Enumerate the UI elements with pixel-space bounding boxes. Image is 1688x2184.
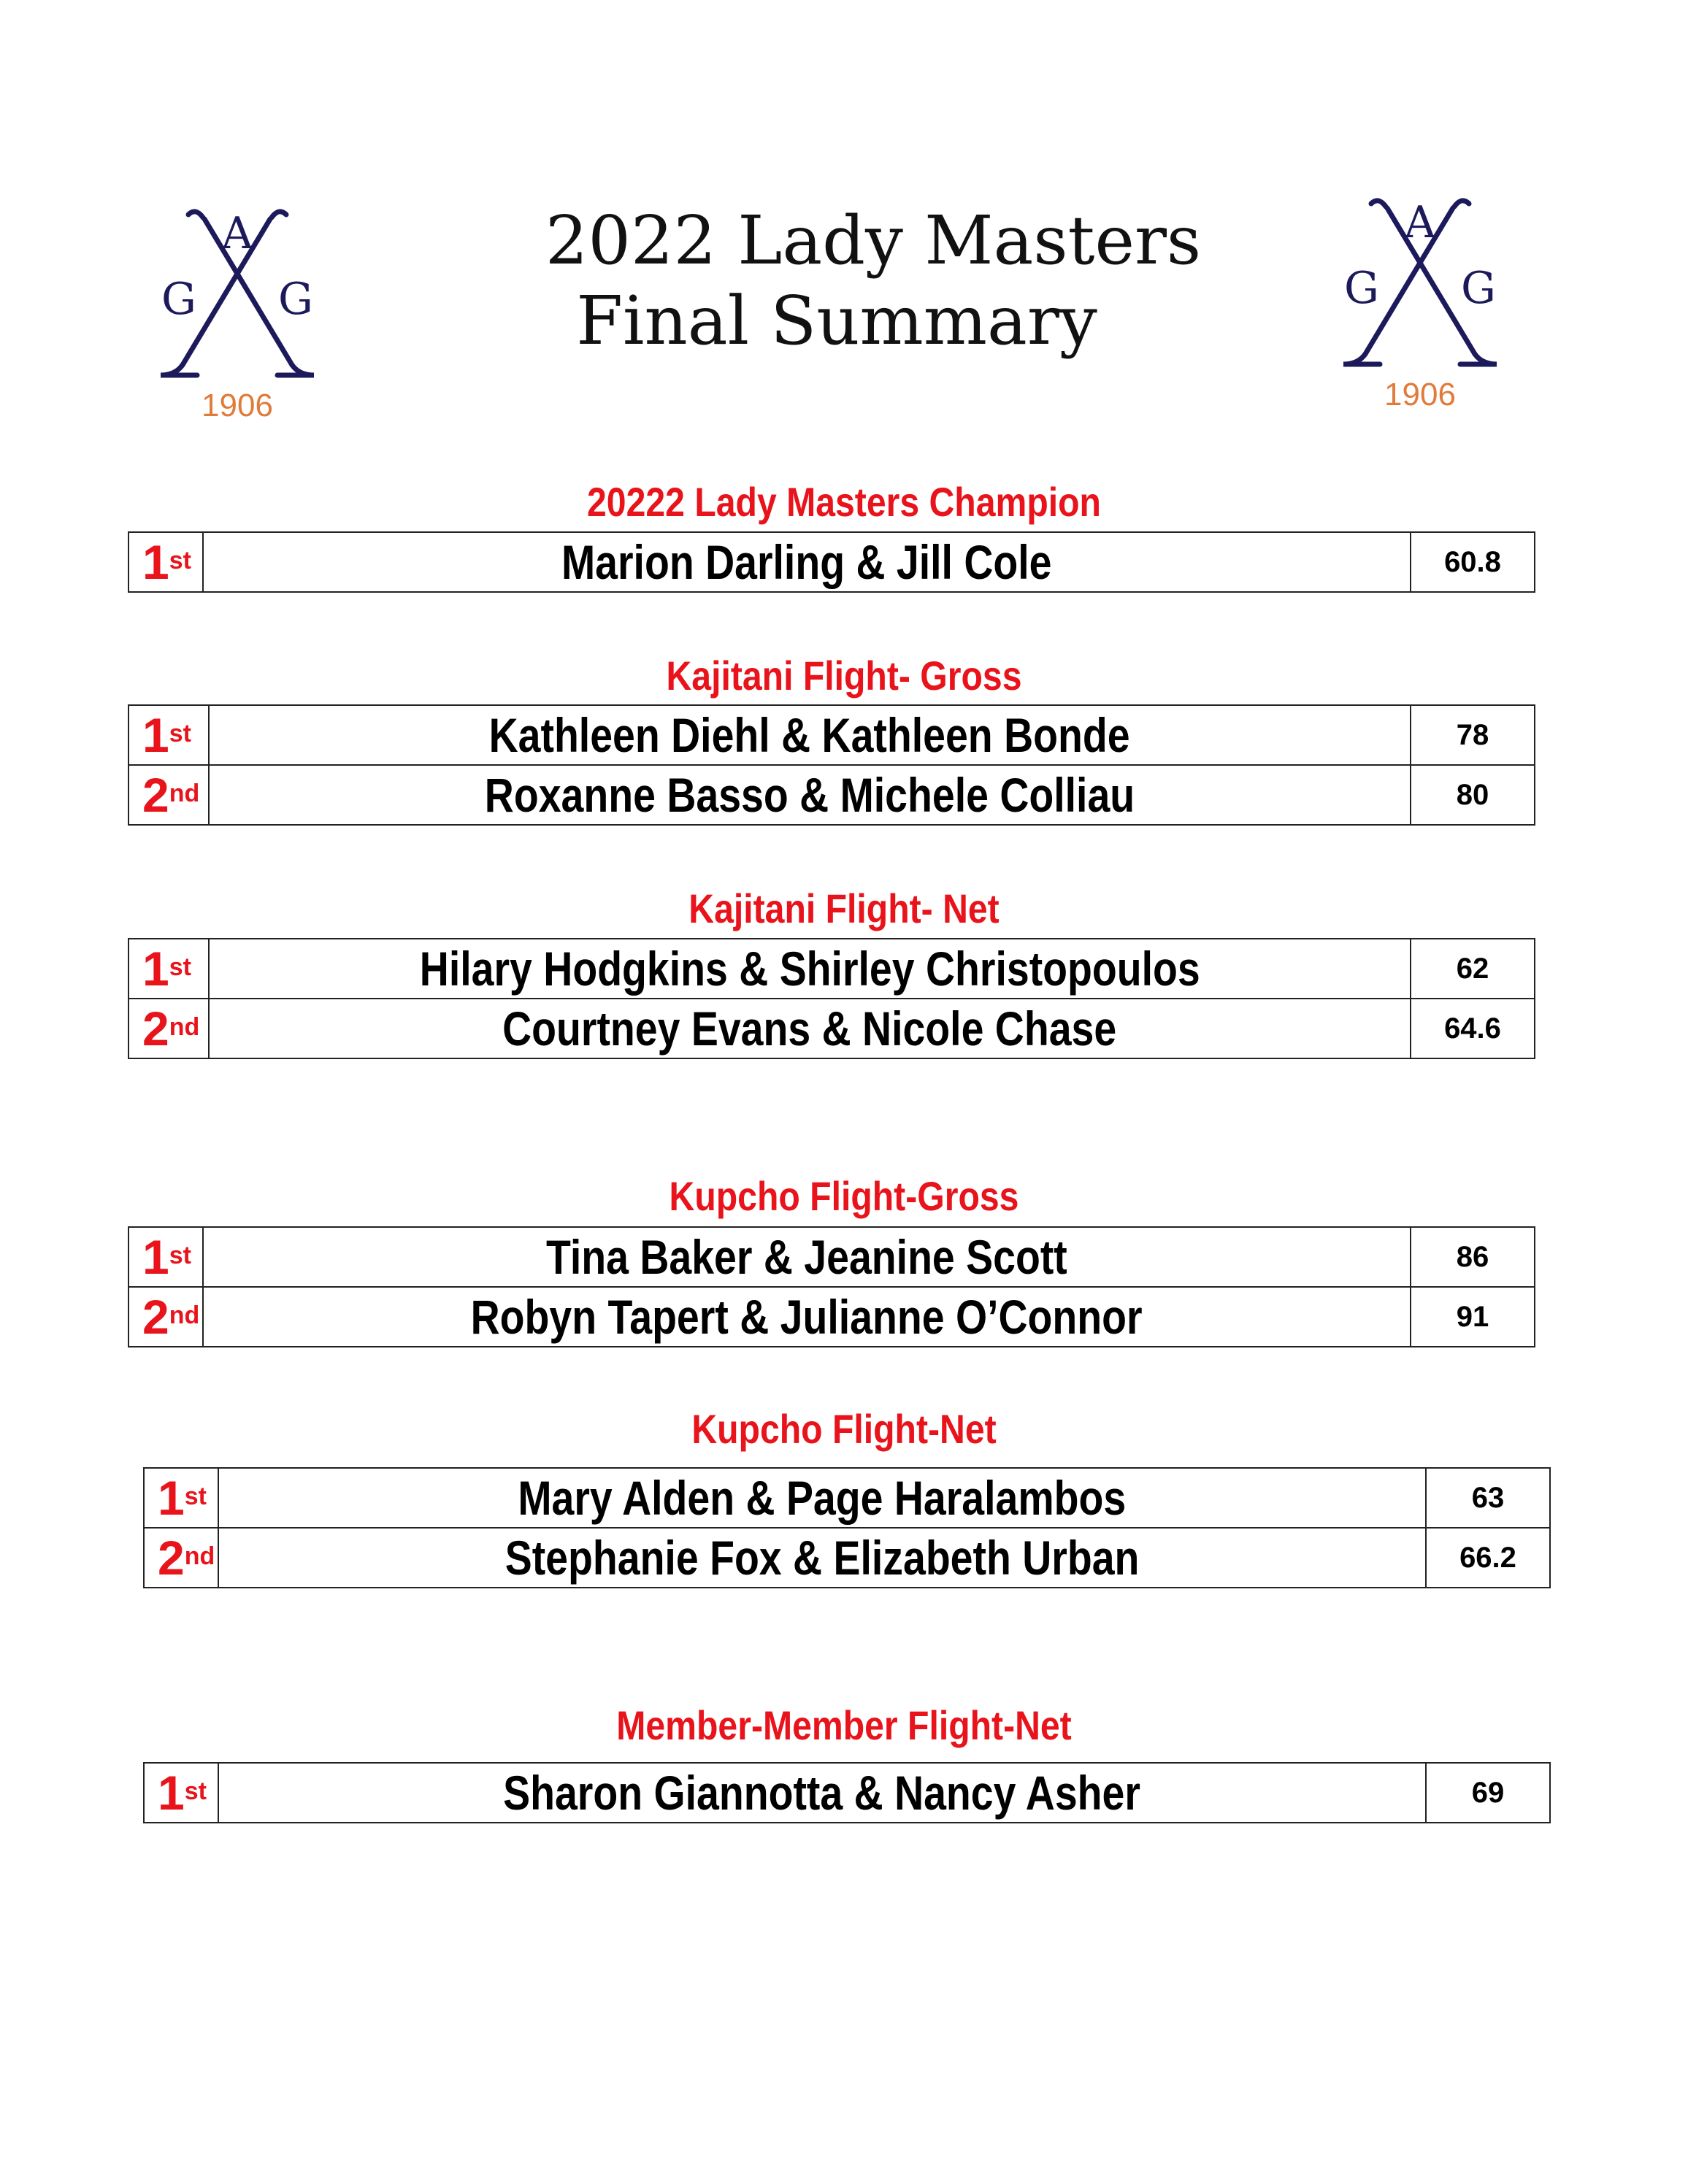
page-title-line-1: 2022 Lady Masters — [545, 201, 1202, 280]
table-row — [128, 999, 1535, 1058]
score-cell: 78 — [1411, 705, 1535, 765]
results-table — [143, 1762, 1551, 1823]
logo-letter-a: A — [221, 208, 253, 259]
team-names-cell: Sharon Giannotta & Nancy Asher — [218, 1763, 1426, 1823]
section-title: 20222 Lady Masters Champion — [587, 479, 1101, 525]
place-cell: 2nd — [128, 999, 209, 1058]
logo-year: 1906 — [1384, 377, 1456, 412]
place-cell: 1st — [144, 1468, 218, 1528]
place-cell: 1st — [128, 939, 209, 999]
logo-letter-a: A — [1404, 197, 1436, 248]
place-cell: 1st — [128, 1227, 203, 1287]
section-title: Member-Member Flight-Net — [616, 1702, 1072, 1748]
place-cell: 2nd — [144, 1528, 218, 1588]
section-title: Kupcho Flight-Gross — [669, 1173, 1019, 1219]
table-row — [128, 532, 1535, 592]
section-title: Kupcho Flight-Net — [691, 1406, 997, 1452]
logo-letter-g-left: G — [161, 274, 196, 325]
table-row — [128, 705, 1535, 765]
score-cell: 86 — [1411, 1227, 1535, 1287]
logo-letter-g-right: G — [1461, 263, 1496, 314]
place-cell: 1st — [128, 705, 209, 765]
score-cell: 64.6 — [1411, 999, 1535, 1058]
place-cell: 2nd — [128, 1287, 203, 1347]
score-cell: 63 — [1426, 1468, 1550, 1528]
page-title-line-2: Final Summary — [576, 282, 1097, 360]
results-table — [128, 938, 1535, 1059]
score-cell: 69 — [1426, 1763, 1550, 1823]
team-names-cell: Stephanie Fox & Elizabeth Urban — [218, 1528, 1426, 1588]
section-title: Kajitani Flight- Net — [688, 885, 1000, 931]
team-names-cell: Courtney Evans & Nicole Chase — [209, 999, 1411, 1058]
logo-year: 1906 — [202, 388, 273, 423]
team-names-cell: Mary Alden & Page Haralambos — [218, 1468, 1426, 1528]
results-table — [128, 531, 1535, 593]
score-cell: 62 — [1411, 939, 1535, 999]
results-table — [128, 1226, 1535, 1347]
team-names-cell: Kathleen Diehl & Kathleen Bonde — [209, 705, 1411, 765]
logo-letter-g-right: G — [278, 274, 313, 325]
table-row — [144, 1763, 1550, 1823]
table-row — [144, 1528, 1550, 1588]
results-table — [143, 1467, 1551, 1588]
table-row — [128, 1227, 1535, 1287]
score-cell: 66.2 — [1426, 1528, 1550, 1588]
score-cell: 60.8 — [1411, 532, 1535, 592]
team-names-cell: Robyn Tapert & Julianne O’Connor — [203, 1287, 1411, 1347]
results-table — [128, 704, 1535, 826]
team-names-cell: Roxanne Basso & Michele Colliau — [209, 765, 1411, 825]
place-cell: 2nd — [128, 765, 209, 825]
score-cell: 91 — [1411, 1287, 1535, 1347]
place-cell: 1st — [128, 532, 203, 592]
logo-letter-g-left: G — [1344, 263, 1379, 314]
section-title: Kajitani Flight- Gross — [666, 653, 1022, 699]
table-row — [128, 765, 1535, 825]
team-names-cell: Marion Darling & Jill Cole — [203, 532, 1411, 592]
table-row — [128, 1287, 1535, 1347]
score-cell: 80 — [1411, 765, 1535, 825]
team-names-cell: Tina Baker & Jeanine Scott — [203, 1227, 1411, 1287]
table-row — [128, 939, 1535, 999]
team-names-cell: Hilary Hodgkins & Shirley Christopoulos — [209, 939, 1411, 999]
place-cell: 1st — [144, 1763, 218, 1823]
table-row — [144, 1468, 1550, 1528]
